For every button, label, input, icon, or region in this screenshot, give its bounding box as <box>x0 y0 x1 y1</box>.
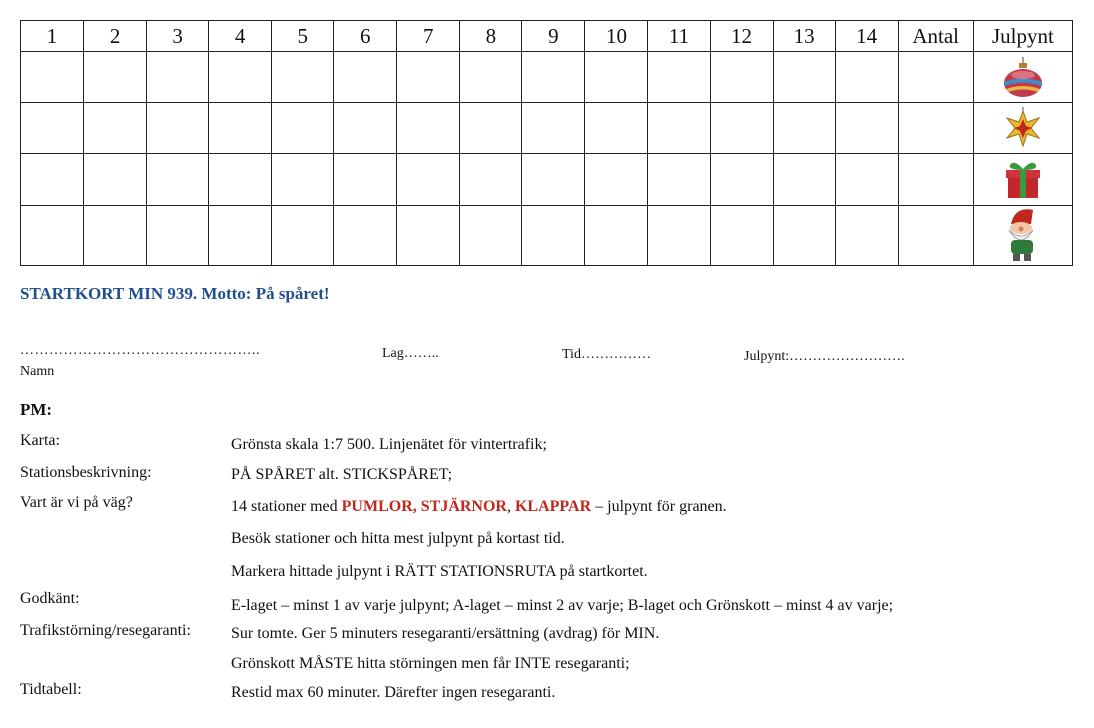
column-header-4: 4 <box>209 21 272 52</box>
antal-cell[interactable] <box>898 205 973 265</box>
stationsbeskrivning-label: Stationsbeskrivning: <box>20 464 152 481</box>
page-title: STARTKORT MIN 939. Motto: På spåret! <box>20 284 330 303</box>
ornament-ball-icon <box>1001 55 1045 99</box>
vart-pre: 14 stationer med <box>231 498 338 515</box>
score-cell[interactable] <box>460 103 522 154</box>
tidtabell-text: Restid max 60 minuter. Därefter ingen resegaranti. <box>231 684 556 701</box>
score-cell[interactable] <box>522 52 585 103</box>
score-cell[interactable] <box>272 103 334 154</box>
score-cell[interactable] <box>522 205 585 265</box>
besok-text: Besök stationer och hitta mest julpynt på kortast tid. <box>231 530 565 547</box>
score-cell[interactable] <box>773 154 835 205</box>
table-header-row <box>21 21 1073 52</box>
score-cell[interactable] <box>147 205 209 265</box>
column-header-14: 14 <box>835 21 898 52</box>
pm-heading: PM: <box>20 400 53 419</box>
name-label: Namn <box>20 364 55 379</box>
tidtabell-label: Tidtabell: <box>20 681 82 698</box>
score-cell[interactable] <box>397 52 460 103</box>
julpynt-field[interactable]: Julpynt:……………………. <box>744 349 905 364</box>
column-header-10: 10 <box>585 21 648 52</box>
column-header-antal: Antal <box>898 21 973 52</box>
score-cell[interactable] <box>21 154 84 205</box>
score-cell[interactable] <box>773 205 835 265</box>
score-cell[interactable] <box>648 154 710 205</box>
score-cell[interactable] <box>334 205 397 265</box>
antal-cell[interactable] <box>898 52 973 103</box>
julpynt-cell <box>973 103 1072 154</box>
score-cell[interactable] <box>710 154 773 205</box>
score-cell[interactable] <box>710 103 773 154</box>
table-row <box>21 154 1073 205</box>
vart-comma: , <box>506 498 515 515</box>
godkant-text: E-laget – minst 1 av varje julpynt; A-laget – minst 2 av varje; B-laget och Grönskott – minst 4 av varje; <box>231 597 894 614</box>
score-cell[interactable] <box>397 103 460 154</box>
column-header-9: 9 <box>522 21 585 52</box>
score-cell[interactable] <box>209 103 272 154</box>
score-cell[interactable] <box>460 52 522 103</box>
column-header-6: 6 <box>334 21 397 52</box>
stationsbeskrivning-text: PÅ SPÅRET alt. STICKSPÅRET; <box>231 466 453 483</box>
score-cell[interactable] <box>585 52 648 103</box>
score-cell[interactable] <box>397 154 460 205</box>
score-cell[interactable] <box>147 103 209 154</box>
score-cell[interactable] <box>648 52 710 103</box>
score-cell[interactable] <box>522 154 585 205</box>
score-cell[interactable] <box>710 205 773 265</box>
score-cell[interactable] <box>147 52 209 103</box>
column-header-julpynt: Julpynt <box>973 21 1072 52</box>
score-cell[interactable] <box>209 52 272 103</box>
score-cell[interactable] <box>84 205 147 265</box>
score-cell[interactable] <box>209 154 272 205</box>
julpynt-cell <box>973 205 1072 265</box>
antal-cell[interactable] <box>898 154 973 205</box>
column-header-8: 8 <box>460 21 522 52</box>
score-cell[interactable] <box>209 205 272 265</box>
column-header-12: 12 <box>710 21 773 52</box>
score-cell[interactable] <box>773 52 835 103</box>
score-cell[interactable] <box>84 52 147 103</box>
station-score-table <box>20 20 1073 266</box>
score-cell[interactable] <box>460 205 522 265</box>
vart-label: Vart är vi på väg? <box>20 494 133 511</box>
gift-box-icon <box>1000 157 1046 201</box>
score-cell[interactable] <box>648 205 710 265</box>
score-cell[interactable] <box>272 205 334 265</box>
trafik-text: Sur tomte. Ger 5 minuters resegaranti/ersättning (avdrag) för MIN. <box>231 625 660 642</box>
vart-text <box>231 498 727 516</box>
score-cell[interactable] <box>710 52 773 103</box>
karta-label: Karta: <box>20 432 60 449</box>
score-cell[interactable] <box>272 154 334 205</box>
score-cell[interactable] <box>21 103 84 154</box>
highlight-pumlor-stjarnor: PUMLOR, STJÄRNOR <box>341 498 507 515</box>
julpynt-cell <box>973 154 1072 205</box>
score-cell[interactable] <box>21 52 84 103</box>
gnome-icon <box>1003 206 1043 264</box>
star-ornament-icon <box>1001 106 1045 150</box>
column-header-2: 2 <box>84 21 147 52</box>
score-cell[interactable] <box>585 205 648 265</box>
score-cell[interactable] <box>835 103 898 154</box>
column-header-13: 13 <box>773 21 835 52</box>
column-header-5: 5 <box>272 21 334 52</box>
score-cell[interactable] <box>835 154 898 205</box>
godkant-label: Godkänt: <box>20 590 80 607</box>
karta-text: Grönsta skala 1:7 500. Linjenätet för vintertrafik; <box>231 436 547 453</box>
score-cell[interactable] <box>84 154 147 205</box>
score-cell[interactable] <box>334 103 397 154</box>
score-cell[interactable] <box>835 205 898 265</box>
name-field[interactable]: ………………………………………….. <box>20 343 260 358</box>
score-cell[interactable] <box>835 52 898 103</box>
tid-field[interactable]: Tid…………… <box>562 347 651 362</box>
score-cell[interactable] <box>334 154 397 205</box>
highlight-klappar: KLAPPAR <box>514 498 592 515</box>
markera-text: Markera hittade julpynt i RÄTT STATIONSRUTA på startkortet. <box>231 563 648 580</box>
score-cell[interactable] <box>147 154 209 205</box>
score-cell[interactable] <box>334 52 397 103</box>
score-cell[interactable] <box>84 103 147 154</box>
score-cell[interactable] <box>21 205 84 265</box>
table-row <box>21 205 1073 265</box>
trafik-label: Trafikstörning/resegaranti: <box>20 622 191 639</box>
score-cell[interactable] <box>522 103 585 154</box>
score-cell[interactable] <box>397 205 460 265</box>
column-header-11: 11 <box>648 21 710 52</box>
vart-post: – julpynt för granen. <box>591 498 727 515</box>
column-header-1: 1 <box>21 21 84 52</box>
gronskott-text: Grönskott MÅSTE hitta störningen men får INTE resegaranti; <box>231 655 630 672</box>
score-cell[interactable] <box>773 103 835 154</box>
score-cell[interactable] <box>460 154 522 205</box>
lag-field[interactable]: Lag…….. <box>382 346 439 361</box>
column-header-3: 3 <box>147 21 209 52</box>
table-row <box>21 103 1073 154</box>
table-row <box>21 52 1073 103</box>
score-cell[interactable] <box>585 154 648 205</box>
column-header-7: 7 <box>397 21 460 52</box>
julpynt-cell <box>973 52 1072 103</box>
score-cell[interactable] <box>585 103 648 154</box>
score-cell[interactable] <box>272 52 334 103</box>
antal-cell[interactable] <box>898 103 973 154</box>
score-cell[interactable] <box>648 103 710 154</box>
